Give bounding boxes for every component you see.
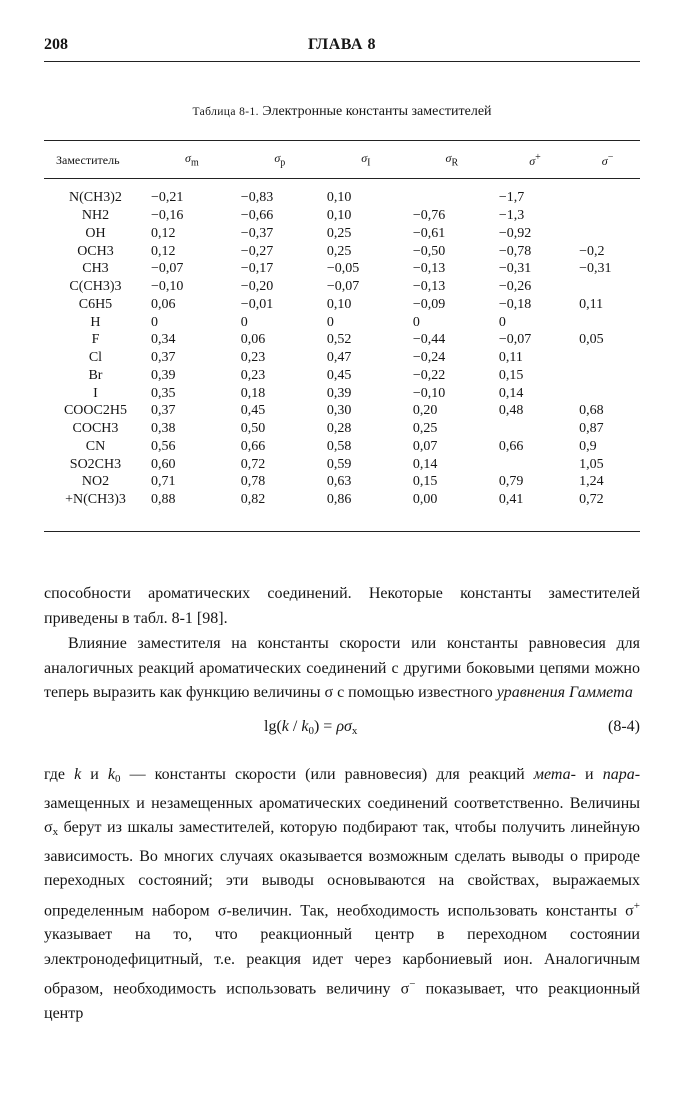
cell-sigma-r: −0,76 [412, 208, 446, 224]
cell-sigma-r: 0,15 [412, 474, 438, 490]
table-caption [44, 104, 640, 120]
cell-sigma-plus: 0,48 [498, 403, 524, 419]
eq-rho-sigma: ρσ [336, 718, 352, 735]
cell-sigma-p: 0,23 [240, 350, 266, 366]
hammett-equation-term: уравнения Гаммета [496, 684, 633, 701]
paragraph-1-text: способности ароматических соединений. Некоторые константы заместителей приведены в табл. 8-1 [98]. [44, 585, 640, 627]
cell-sigma-p: −0,17 [240, 261, 274, 277]
table-row [44, 491, 640, 509]
cell-sigma-r: 0,20 [412, 403, 438, 419]
table-row [44, 278, 640, 296]
p3-b: и [81, 766, 108, 783]
cell-sigma-m: 0,06 [150, 296, 176, 312]
cell-sigma-i: 0,25 [326, 225, 352, 241]
table-row [44, 473, 640, 491]
eq-x-sub: x [351, 725, 358, 737]
cell-sigma-r: 0 [412, 314, 420, 330]
table-caption-label: Таблица 8-1. [192, 106, 259, 118]
cell-sigma-plus: 0 [498, 314, 506, 330]
cell-sigma-plus: −0,78 [498, 243, 532, 259]
cell-sigma-i: 0 [326, 314, 334, 330]
cell-sigma-m: −0,07 [150, 261, 184, 277]
cell-sigma-r: 0,00 [412, 492, 438, 508]
cell-sigma-i: 0,25 [326, 243, 352, 259]
cell-sigma-p: −0,83 [240, 190, 274, 206]
cell-substituent: NH2 [81, 208, 110, 224]
cell-sigma-minus: 0,87 [579, 421, 604, 437]
p3-f: берут из шкалы заместителей, которую подбирают так, чтобы получить линейную зависимость. Во многих случаях оказывается возможным сделать выводы о природе переходных состояний; эти выводы основываются на свойствах, выражаемых определенным набором σ-величин. Так, необходимость использовать константы σ [44, 819, 640, 919]
cell-substituent: +N(CH3)3 [65, 492, 126, 508]
cell-sigma-r: 0,25 [412, 421, 438, 437]
cell-sigma-minus: 1,24 [579, 474, 604, 490]
eq-close: ) = [313, 718, 337, 735]
cell-sigma-minus: 0,68 [579, 403, 604, 419]
cell-sigma-minus: 0,72 [579, 492, 604, 508]
cell-substituent: I [93, 385, 98, 401]
cell-sigma-r: −0,10 [412, 385, 446, 401]
cell-sigma-minus: 0,05 [579, 332, 604, 348]
header-sigma-m: $\sigma_m$ [185, 151, 199, 169]
cell-substituent: COOC2H5 [63, 403, 127, 419]
cell-substituent: OH [85, 225, 106, 241]
table-bottom-rule [44, 531, 640, 532]
p3-c: — константы скорости (или равновесия) для реакций [120, 766, 534, 783]
cell-substituent: Cl [88, 350, 103, 366]
table-top-rule [44, 140, 640, 141]
cell-sigma-plus [495, 420, 575, 438]
header-sigma-p: $\sigma_p$ [274, 151, 286, 169]
cell-sigma-plus: −1,3 [498, 208, 525, 224]
table-row [44, 455, 640, 473]
cell-sigma-i: 0,45 [326, 367, 352, 383]
cell-sigma-i: 0,63 [326, 474, 352, 490]
cell-sigma-i: −0,05 [326, 261, 360, 277]
cell-sigma-r: −0,22 [412, 367, 446, 383]
table-row [44, 384, 640, 402]
cell-sigma-i: 0,58 [326, 438, 352, 454]
cell-sigma-plus: 0,66 [498, 438, 524, 454]
cell-sigma-minus: 0,11 [579, 296, 604, 312]
cell-sigma-i: 0,10 [326, 190, 352, 206]
table-row [44, 402, 640, 420]
cell-sigma-m: 0,34 [150, 332, 176, 348]
paragraph-3 [44, 763, 640, 1027]
p3-d: и [575, 766, 603, 783]
cell-sigma-i: 0,39 [326, 385, 352, 401]
cell-sigma-p: −0,37 [240, 225, 274, 241]
cell-sigma-plus: −1,7 [498, 190, 525, 206]
cell-sigma-minus [575, 367, 640, 385]
cell-sigma-p: −0,01 [240, 296, 274, 312]
cell-substituent: C6H5 [78, 296, 113, 312]
cell-substituent: H [90, 314, 101, 330]
cell-substituent: NO2 [81, 474, 110, 490]
cell-sigma-i: 0,86 [326, 492, 352, 508]
cell-sigma-m: −0,16 [150, 208, 184, 224]
cell-sigma-m: 0,35 [150, 385, 176, 401]
cell-substituent: N(CH3)2 [69, 190, 122, 206]
table-row [44, 242, 640, 260]
p3-h: показывает, что реакционный центр [44, 980, 641, 1023]
cell-sigma-m: 0,39 [150, 367, 176, 383]
cell-sigma-r: −0,13 [412, 279, 446, 295]
p3-e: -замещенных и незамещенных ароматических соединений соответственно. Величины σ [44, 766, 641, 836]
cell-sigma-plus: −0,31 [498, 261, 532, 277]
cell-sigma-m: 0 [150, 314, 158, 330]
cell-sigma-m: 0,12 [150, 243, 176, 259]
cell-substituent: C(CH3)3 [69, 279, 122, 295]
cell-sigma-r: −0,24 [412, 350, 446, 366]
cell-sigma-plus: −0,92 [498, 225, 532, 241]
cell-substituent: Br [88, 367, 103, 383]
p3-k0-sub: 0 [115, 773, 121, 785]
table-caption-text: Электронные константы заместителей [262, 104, 492, 119]
table-row [44, 331, 640, 349]
p3-x: x [52, 826, 59, 838]
header-substituent: Заместитель [56, 152, 120, 167]
cell-sigma-m: 0,38 [150, 421, 176, 437]
cell-sigma-minus [575, 384, 640, 402]
paragraph-2-text: Влияние заместителя на константы скорости или константы равновесия для аналогичных реакций ароматических соединений с другими боковыми цепями можно теперь выразить как функцию величины σ с помощью известного [44, 635, 640, 701]
cell-substituent: OCH3 [77, 243, 114, 259]
p3-plus: + [633, 899, 640, 912]
cell-sigma-p: 0,82 [240, 492, 266, 508]
cell-sigma-r: 0,07 [412, 438, 438, 454]
table-header-row [44, 144, 640, 176]
cell-sigma-p: 0,06 [240, 332, 266, 348]
table-row [44, 207, 640, 225]
table-row [44, 260, 640, 278]
cell-sigma-minus: 0,9 [579, 438, 597, 454]
cell-sigma-plus: 0,41 [498, 492, 524, 508]
cell-sigma-m: 0,71 [150, 474, 176, 490]
header-sigma-plus: σ+ [529, 151, 541, 168]
cell-substituent: CN [85, 438, 106, 454]
cell-sigma-minus: 1,05 [579, 456, 604, 472]
cell-sigma-p: −0,66 [240, 208, 274, 224]
cell-sigma-minus [575, 189, 640, 207]
cell-sigma-minus [575, 278, 640, 296]
cell-sigma-m: 0,88 [150, 492, 176, 508]
table-row [44, 225, 640, 243]
cell-sigma-plus: 0,79 [498, 474, 524, 490]
p3-k0: k [107, 766, 116, 783]
cell-sigma-r: −0,44 [412, 332, 446, 348]
cell-sigma-plus: 0,14 [498, 385, 524, 401]
cell-sigma-r: −0,13 [412, 261, 446, 277]
cell-substituent: F [91, 332, 100, 348]
cell-sigma-minus: −0,2 [579, 243, 605, 259]
cell-sigma-plus: −0,18 [498, 296, 532, 312]
cell-sigma-p: 0 [240, 314, 248, 330]
eq-lg: lg [264, 718, 277, 735]
cell-sigma-p: 0,72 [240, 456, 266, 472]
table-row [44, 438, 640, 456]
p3-para: пара [602, 766, 635, 783]
header-rule [44, 61, 640, 62]
cell-sigma-i: 0,10 [326, 296, 352, 312]
cell-sigma-m: 0,56 [150, 438, 176, 454]
cell-sigma-p: −0,27 [240, 243, 274, 259]
table-row [44, 349, 640, 367]
eq-k: k [281, 718, 289, 735]
cell-sigma-p: 0,50 [240, 421, 266, 437]
cell-sigma-plus: −0,26 [498, 279, 532, 295]
cell-sigma-i: 0,10 [326, 208, 352, 224]
cell-sigma-r: −0,09 [412, 296, 446, 312]
header-sigma-i: $\sigma_I$ [361, 151, 371, 169]
cell-sigma-plus: 0,11 [498, 350, 523, 366]
cell-sigma-i: −0,07 [326, 279, 360, 295]
equation-8-4 [44, 714, 640, 740]
cell-substituent: SO2CH3 [69, 456, 122, 472]
eq-k0-sub: 0 [308, 725, 314, 737]
cell-sigma-minus [575, 349, 640, 367]
header-sigma-minus: σ− [601, 151, 614, 168]
cell-sigma-plus: 0,15 [498, 367, 524, 383]
cell-sigma-i: 0,28 [326, 421, 352, 437]
cell-sigma-i: 0,59 [326, 456, 352, 472]
cell-sigma-p: 0,18 [240, 385, 266, 401]
p3-meta: мета- [533, 766, 576, 783]
cell-sigma-p: 0,23 [240, 367, 266, 383]
table-body [44, 176, 640, 509]
cell-sigma-r: −0,50 [412, 243, 446, 259]
eq-slash: / [288, 718, 302, 735]
cell-sigma-i: 0,47 [326, 350, 352, 366]
p3-k: k [74, 766, 82, 783]
paragraph-2 [44, 632, 640, 706]
equation-body [264, 718, 357, 737]
cell-sigma-minus [575, 207, 640, 225]
paragraph-1 [44, 582, 640, 631]
constants-table [44, 144, 640, 509]
cell-sigma-m: 0,37 [150, 403, 176, 419]
cell-sigma-m: 0,37 [150, 350, 176, 366]
cell-sigma-p: 0,45 [240, 403, 266, 419]
p3-g: указывает на то, что реакционный центр в переходном состоянии электронодефицитный, т.е. реакция идет через карбониевый ион. Аналогичным образом, необходимость использовать величину σ [44, 926, 640, 998]
cell-sigma-plus: −0,07 [498, 332, 532, 348]
table-row [44, 296, 640, 314]
cell-substituent: CH3 [82, 261, 109, 277]
cell-sigma-m: −0,10 [150, 279, 184, 295]
page-number: 208 [44, 36, 68, 53]
cell-sigma-minus [575, 313, 640, 331]
cell-sigma-minus [575, 225, 640, 243]
cell-sigma-m: −0,21 [150, 190, 184, 206]
cell-sigma-p: 0,66 [240, 438, 266, 454]
cell-sigma-m: 0,12 [150, 225, 176, 241]
cell-sigma-p: −0,20 [240, 279, 274, 295]
equation-number: (8-4) [608, 718, 640, 735]
header-sigma-r: $\sigma_R$ [445, 151, 459, 169]
cell-sigma-r: −0,61 [412, 225, 446, 241]
page-header [44, 36, 640, 62]
eq-k0: k [301, 718, 309, 735]
cell-sigma-plus [495, 455, 575, 473]
cell-sigma-r: 0,14 [412, 456, 438, 472]
table-row [44, 313, 640, 331]
cell-sigma-i: 0,30 [326, 403, 352, 419]
cell-sigma-r [409, 189, 495, 207]
chapter-title: ГЛАВА 8 [308, 36, 376, 53]
p3-a: где [44, 766, 75, 783]
cell-substituent: COCH3 [72, 421, 119, 437]
cell-sigma-m: 0,60 [150, 456, 176, 472]
table-row [44, 189, 640, 207]
table-row [44, 367, 640, 385]
eq-open: ( [276, 718, 282, 735]
cell-sigma-i: 0,52 [326, 332, 352, 348]
cell-sigma-p: 0,78 [240, 474, 266, 490]
table-row [44, 420, 640, 438]
p3-minus: − [409, 978, 416, 991]
cell-sigma-minus: −0,31 [579, 261, 612, 277]
